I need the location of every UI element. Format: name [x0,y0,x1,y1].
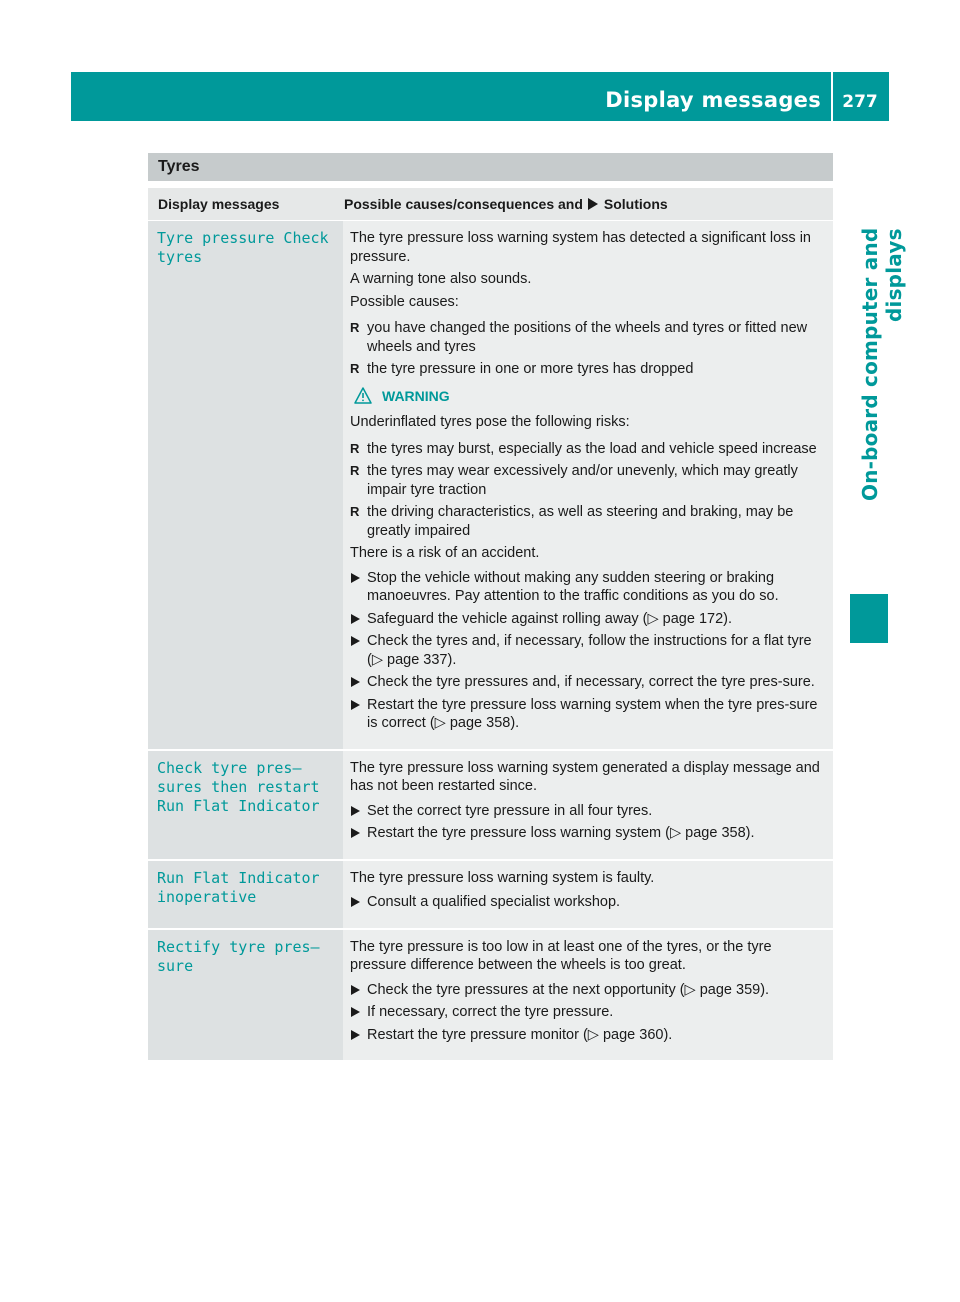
bullet-icon: R [350,504,360,519]
step-arrow-icon [350,610,367,629]
arrow-right-icon [588,198,598,210]
action-step [350,893,826,912]
solution-cell [343,221,833,749]
bullet-icon: R [350,440,360,456]
step-arrow-icon [350,893,367,912]
display-message: Rectify tyre pres– sure [148,930,343,1061]
chapter-tab-marker [850,594,888,643]
step-text: Check the tyre pressures at the next opportunity (▷ page 359). [367,981,770,998]
column-header-solutions [344,188,668,220]
list-item [350,503,826,540]
page-header [71,72,889,121]
table-row [148,930,833,1063]
page-number: 277 [842,92,878,112]
section-title: Tyres [148,153,833,181]
step-arrow-icon [350,673,367,692]
step-arrow-icon [350,802,367,821]
step-arrow-icon [350,569,367,606]
action-step [350,632,826,669]
list-item [350,319,826,356]
action-step [350,610,826,629]
intro-text: The tyre pressure is too low in at least one of the tyres, or the tyre pressure difference between the wheels is too great. [350,938,772,973]
risk-statement: There is a risk of an accident. [350,545,540,561]
list-item-text: the tyres may burst, especially as the load and vehicle speed increase [367,440,817,457]
list-item-text: the tyres may wear excessively and/or unevenly, which may greatly impair tyre traction [367,463,798,498]
table-row [148,861,833,930]
column-header-solutions-b: Solutions [603,196,668,212]
display-message: Check tyre pres– sures then restart Run Flat Indicator [148,751,343,859]
action-step [350,802,826,821]
action-step [350,569,826,606]
step-arrow-icon [350,824,367,843]
solution-cell [343,751,833,859]
action-step [350,1003,826,1022]
step-text: Safeguard the vehicle against rolling away (▷ page 172). [367,610,733,627]
list-item-text: the driving characteristics, as well as steering and braking, may be greatly impaired [367,504,794,539]
solution-cell [343,930,833,1061]
action-step [350,696,826,733]
step-text: Check the tyres and, if necessary, follow the instructions for a flat tyre (▷ page 337). [367,633,812,668]
action-step [350,981,826,1000]
step-arrow-icon [350,696,367,733]
bullet-icon: R [350,361,360,376]
text-line: A warning tone also sounds. [350,271,532,287]
step-arrow-icon [350,632,367,669]
action-step [350,824,826,843]
list-item-text: you have changed the positions of the wheels and tyres or fitted new wheels and tyres [367,320,808,355]
step-text: Stop the vehicle without making any sudden steering or braking manoeuvres. Pay attention to the traffic conditions as you do so. [367,569,779,604]
display-message: Tyre pressure Check tyres [148,221,343,749]
step-arrow-icon [350,1026,367,1045]
step-text: If necessary, correct the tyre pressure. [367,1004,614,1020]
table-header [148,188,833,221]
list-item [350,462,826,499]
text-line: Possible causes: [350,293,459,310]
intro-text: The tyre pressure loss warning system is faulty. [350,869,655,886]
step-text: Check the tyre pressures and, if necessary, correct the tyre pres-sure. [367,674,815,690]
step-text: Set the correct tyre pressure in all four tyres. [367,802,653,819]
step-arrow-icon [350,981,367,1000]
warning-triangle-icon [354,387,372,404]
list-item [350,360,826,379]
list-item-text: the tyre pressure in one or more tyres has dropped [367,361,694,377]
tyres-section [148,153,833,1062]
display-message: Run Flat Indicator inoperative [148,861,343,928]
table-row [148,221,833,751]
solution-cell [343,861,833,928]
step-text: Restart the tyre pressure loss warning system (▷ page 358). [367,825,755,841]
step-text: Restart the tyre pressure loss warning system when the tyre pres-sure is correct (▷ page 358). [367,696,818,731]
action-step [350,1026,826,1045]
header-divider [831,72,833,121]
table-row [148,751,833,861]
intro-text: The tyre pressure loss warning system has detected a significant loss in pressure. [350,230,811,265]
warning-heading [350,387,826,406]
chapter-tab-label: On-board computer and displays [858,228,906,502]
warning-intro: Underinflated tyres pose the following risks: [350,414,630,430]
intro-text: The tyre pressure loss warning system generated a display message and has not been restarted since. [350,759,820,794]
warning-label: WARNING [382,387,450,404]
action-step [350,673,826,692]
list-item [350,440,826,459]
step-text: Restart the tyre pressure monitor (▷ page 360). [367,1026,673,1043]
step-arrow-icon [350,1003,367,1022]
bullet-icon: R [350,320,360,335]
header-title: Display messages [605,88,821,112]
column-header-messages: Display messages [158,196,280,212]
bullet-icon: R [350,463,360,478]
step-text: Consult a qualified specialist workshop. [367,894,621,910]
column-header-solutions-a: Possible causes/consequences and [344,196,583,212]
